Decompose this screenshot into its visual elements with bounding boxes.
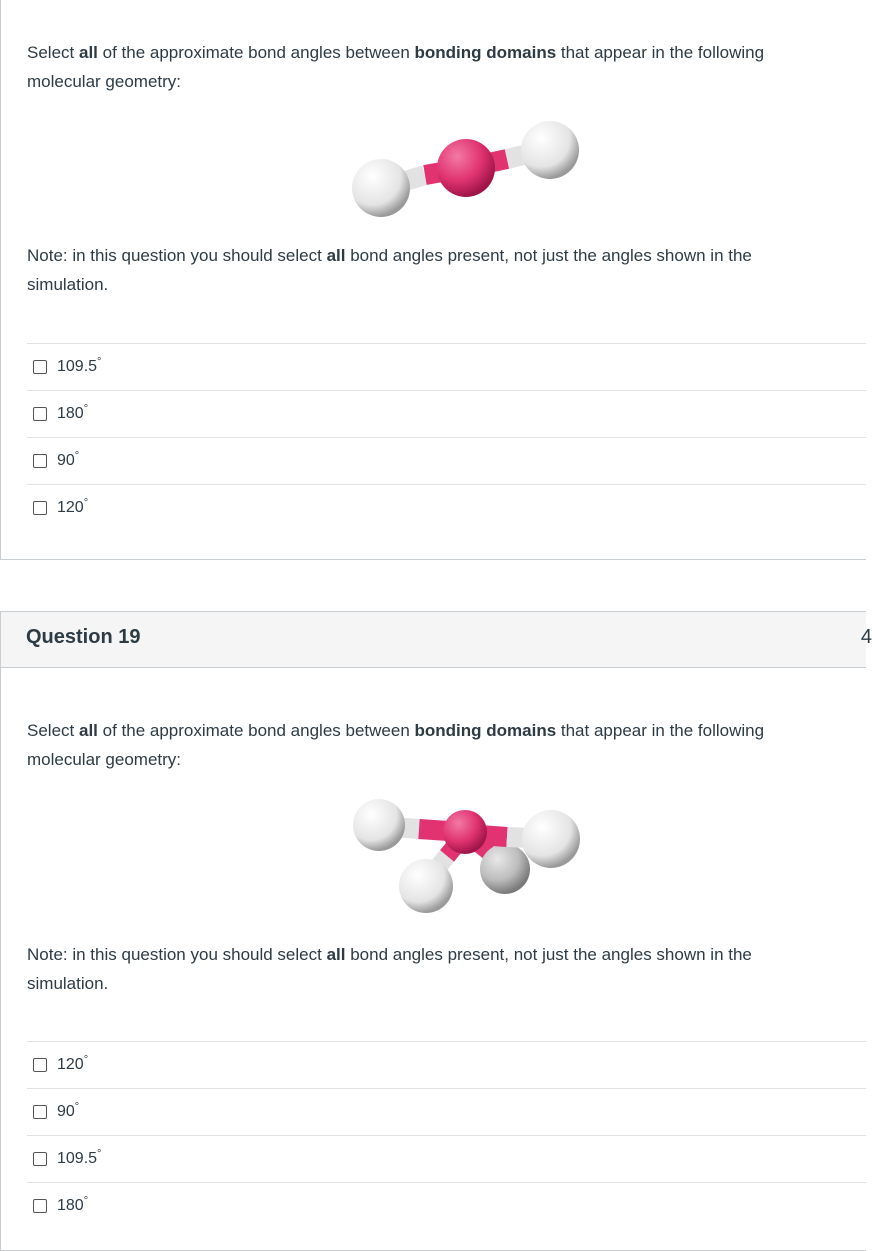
checkbox[interactable]	[33, 454, 47, 468]
question-note: Note: in this question you should select all bond angles present, not just the angles shown in the simulation.	[27, 945, 752, 993]
answer-option[interactable]	[27, 1088, 866, 1135]
answer-label: 120°	[57, 1054, 89, 1073]
answer-label: 90°	[57, 1101, 80, 1120]
answer-option[interactable]	[27, 1135, 866, 1182]
question-prompt: Select all of the approximate bond angles between bonding domains that appear in the following molecular geometry:	[27, 43, 765, 91]
answer-label: 180°	[57, 1195, 89, 1214]
checkbox[interactable]	[33, 407, 47, 421]
checkbox[interactable]	[33, 1105, 47, 1119]
question-header	[1, 612, 872, 668]
answer-list	[27, 1041, 866, 1229]
answer-option[interactable]	[27, 1041, 866, 1088]
seesaw-molecule-image	[341, 794, 591, 924]
answer-option[interactable]	[27, 343, 866, 390]
answer-label: 90°	[57, 450, 80, 469]
question-points: 4	[860, 626, 872, 648]
answer-option[interactable]	[27, 1182, 866, 1229]
answer-label: 180°	[57, 403, 89, 422]
checkbox[interactable]	[33, 501, 47, 515]
answer-label: 109.5°	[57, 356, 102, 375]
answer-option[interactable]	[27, 390, 866, 437]
answer-label: 120°	[57, 497, 89, 516]
answer-label: 109.5°	[57, 1148, 102, 1167]
answer-option[interactable]	[27, 437, 866, 484]
question-19-card	[0, 611, 872, 1251]
question-18-card	[0, 0, 866, 560]
checkbox[interactable]	[33, 1058, 47, 1072]
question-prompt: Select all of the approximate bond angles between bonding domains that appear in the following molecular geometry:	[27, 721, 765, 769]
checkbox[interactable]	[33, 1152, 47, 1166]
question-title: Question 19	[26, 626, 141, 648]
checkbox[interactable]	[33, 1199, 47, 1213]
linear-molecule-image	[341, 115, 591, 225]
checkbox[interactable]	[33, 360, 47, 374]
answer-option[interactable]	[27, 484, 866, 531]
answer-list	[27, 343, 866, 531]
question-note: Note: in this question you should select all bond angles present, not just the angles shown in the simulation.	[27, 246, 752, 294]
